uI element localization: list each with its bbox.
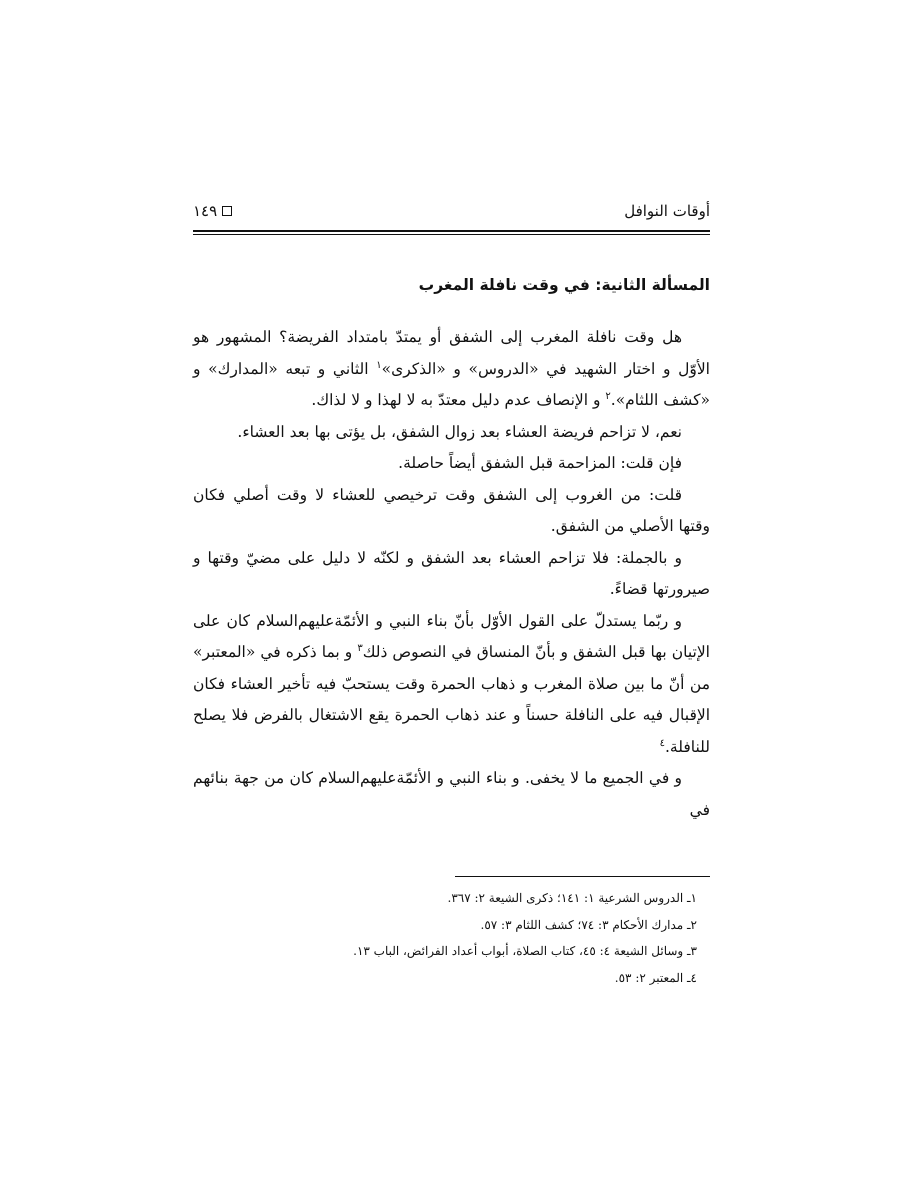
section-heading: المسألة الثانية: في وقت نافلة المغرب	[418, 276, 710, 294]
paragraph: قلت: من الغروب إلى الشفق وقت ترخيصي للعشاء لا وقت أصلي فكان وقتها الأصلي من الشفق.	[193, 485, 710, 535]
footnote: ٣ـ وسائل الشيعة ٤: ٤٥، كتاب الصلاة، أبواب أعداد الفرائض، الباب ١٣.	[353, 944, 697, 958]
header-rule-thin	[193, 234, 710, 235]
footnote-divider	[455, 876, 710, 877]
footnote: ١ـ الدروس الشرعية ١: ١٤١؛ ذكرى الشيعة ٢: ٣٦٧.	[447, 891, 697, 905]
paragraph-text: الثاني و تبعه «المدارك» و «كشف اللثام».	[193, 359, 710, 409]
paragraph: و في الجميع ما لا يخفى. و بناء النبي و الأئمّة‌عليهم‌السلام كان من جهة بنائهم في	[193, 769, 710, 819]
paragraph	[193, 606, 710, 764]
paragraph-text: هل وقت نافلة المغرب إلى الشفق أو يمتدّ بامتداد الفريضة؟ المشهور هو الأوّل و اختار الشهيد في «الدروس» و «الذكرى»	[193, 328, 710, 378]
paragraph: و بالجملة: فلا تزاحم العشاء بعد الشفق و لكنّه لا دليل على مضيّ وقتها و صيرورتها قضاءً.	[193, 548, 710, 598]
paragraph-text: و الإنصاف عدم دليل معتدّ به لا لهذا و لا لذاك.	[311, 391, 606, 409]
paragraph: فإن قلت: المزاحمة قبل الشفق أيضاً حاصلة.	[398, 454, 682, 472]
footnote-ref[interactable]: ١	[376, 359, 382, 371]
paragraph-text: و بما ذكره في «المعتبر» من أنّ ما بين صلاة المغرب و ذهاب الحمرة وقت يستحبّ فيه تأخير العشاء فكان الإقبال فيه على النافلة حسناً و عند ذهاب الحمرة يقع الاشتغال بالفرض فلا يصلح للنافلة.	[193, 643, 710, 756]
page-number: ١٤٩	[193, 202, 218, 220]
footnote-ref[interactable]: ٢	[605, 390, 611, 402]
footnote-ref[interactable]: ٤	[659, 737, 665, 749]
page-number-group	[193, 202, 232, 220]
paragraph	[193, 322, 710, 417]
square-icon	[222, 206, 232, 216]
running-header	[193, 200, 710, 224]
footnote-ref[interactable]: ٣	[357, 642, 363, 654]
footnote: ٢ـ مدارك الأحكام ٣: ٧٤؛ كشف اللثام ٣: ٥٧.	[480, 917, 697, 932]
footnote: ٤ـ المعتبر ٢: ٥٣.	[614, 970, 697, 985]
paragraph: نعم، لا تزاحم فريضة العشاء بعد زوال الشفق، بل يؤتى بها بعد العشاء.	[237, 422, 682, 441]
running-title: أوقات النوافل	[624, 202, 710, 220]
body-text	[193, 322, 710, 826]
footnotes	[193, 885, 697, 991]
paragraph-text: و ربّما يستدلّ على القول الأوّل بأنّ بناء النبي و الأئمّة‌عليهم‌السلام كان على الإتيان بها قبل الشفق و بأنّ المنساق في النصوص ذلك	[193, 611, 710, 661]
header-rule-thick	[193, 230, 710, 232]
